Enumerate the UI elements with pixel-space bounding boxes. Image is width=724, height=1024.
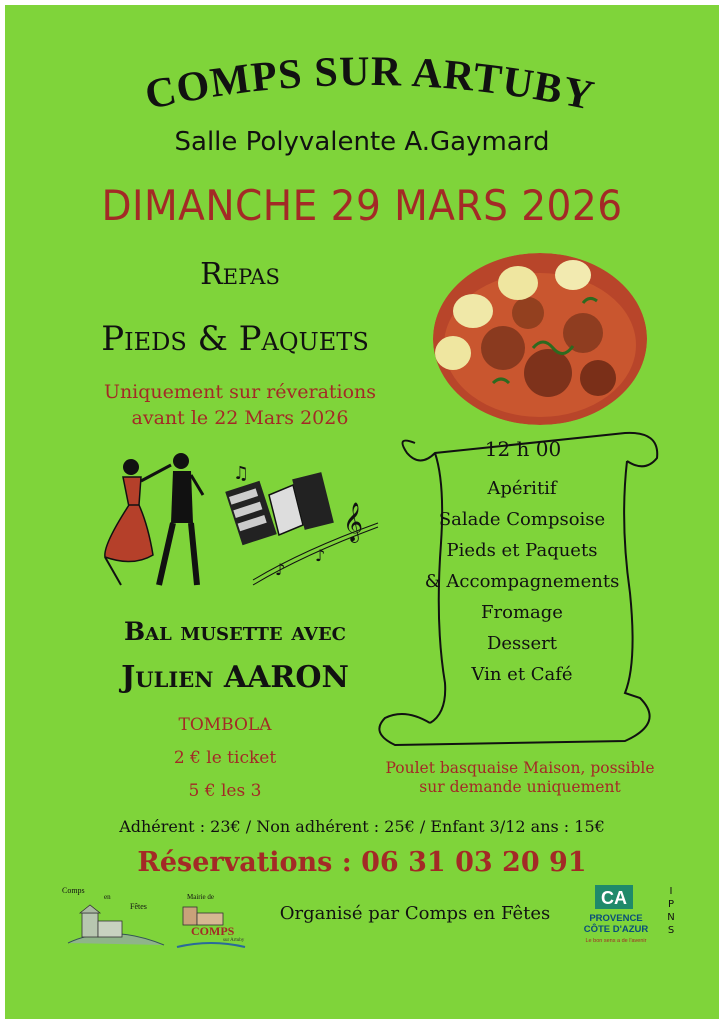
dish-title: Pieds & Paquets [101, 319, 369, 359]
mairie-logo [173, 889, 249, 959]
menu-item: Vin et Café [471, 664, 573, 685]
reservation-note-line2: avant le 22 Mars 2026 [131, 407, 349, 429]
musician-name: Julien AARON [121, 660, 349, 695]
event-date: DIMANCHE 29 MARS 2026 [101, 181, 623, 230]
tombola-price-three: 5 € les 3 [188, 781, 262, 801]
bal-musette-line: Bal musette avec [123, 617, 347, 646]
credit-agricole-logo [569, 881, 663, 951]
menu-item: & Accompagnements [424, 571, 620, 592]
ipns-letter: P [667, 899, 675, 910]
reservation-phone: Réservations : 06 31 03 20 91 [137, 847, 587, 878]
ipns-letters [661, 885, 681, 937]
svg-text:Le bon sens a de l'avenir: Le bon sens a de l'avenir [585, 938, 647, 944]
svg-text:𝄞: 𝄞 [343, 502, 364, 542]
organiser-text: Organisé par Comps en Fêtes [279, 903, 551, 924]
reservation-note-line1: Uniquement sur réverations [103, 381, 377, 403]
svg-text:CÔTE D'AZUR: CÔTE D'AZUR [583, 924, 649, 935]
menu-time: 12 h 00 [484, 437, 562, 461]
svg-text:CA: CA [601, 888, 627, 908]
ipns-letter: N [667, 912, 675, 923]
menu-item: Fromage [481, 602, 563, 623]
ticket-prices: Adhérent : 23€ / Non adhérent : 25€ / Enfant 3/12 ans : 15€ [119, 817, 605, 836]
svg-text:sur Artuby: sur Artuby [223, 938, 245, 943]
title-text: COMPS SUR ARTUBY [141, 48, 599, 120]
alternative-dish-note [345, 759, 695, 797]
alternative-line2: sur demande uniquement [419, 778, 621, 796]
svg-text:en: en [104, 893, 111, 901]
alternative-line1: Poulet basquaise Maison, possible [385, 759, 655, 777]
comps-en-fetes-logo [60, 883, 170, 955]
menu-list [405, 473, 639, 690]
menu-item: Pieds et Paquets [446, 540, 598, 561]
tombola-price-single: 2 € le ticket [173, 748, 277, 768]
dancers-accordion-illustration [93, 445, 383, 595]
ipns-letter: S [667, 925, 675, 936]
svg-text:♪: ♪ [315, 546, 326, 565]
tombola-title: TOMBOLA [178, 715, 272, 735]
menu-item: Dessert [486, 633, 558, 654]
svg-text:♫: ♫ [233, 463, 250, 484]
event-poster [5, 5, 719, 1019]
dish-photo [433, 253, 647, 425]
svg-text:♪: ♪ [275, 560, 286, 579]
svg-text:Fêtes: Fêtes [130, 902, 147, 911]
venue-name: Salle Polyvalente A.Gaymard [174, 127, 550, 157]
menu-item: Salade Compsoise [438, 509, 606, 530]
svg-text:COMPS: COMPS [191, 924, 235, 938]
meal-label: Repas [200, 257, 280, 292]
ipns-mark [661, 885, 681, 937]
svg-text:Mairie de: Mairie de [187, 893, 215, 901]
svg-text:Comps: Comps [62, 886, 85, 895]
ipns-letter: I [669, 886, 673, 897]
tombola-block [135, 709, 315, 808]
svg-text:COMPS SUR ARTUBY [141, 49, 598, 120]
svg-text:PROVENCE: PROVENCE [589, 913, 643, 924]
menu-item: Apéritif [487, 478, 557, 499]
